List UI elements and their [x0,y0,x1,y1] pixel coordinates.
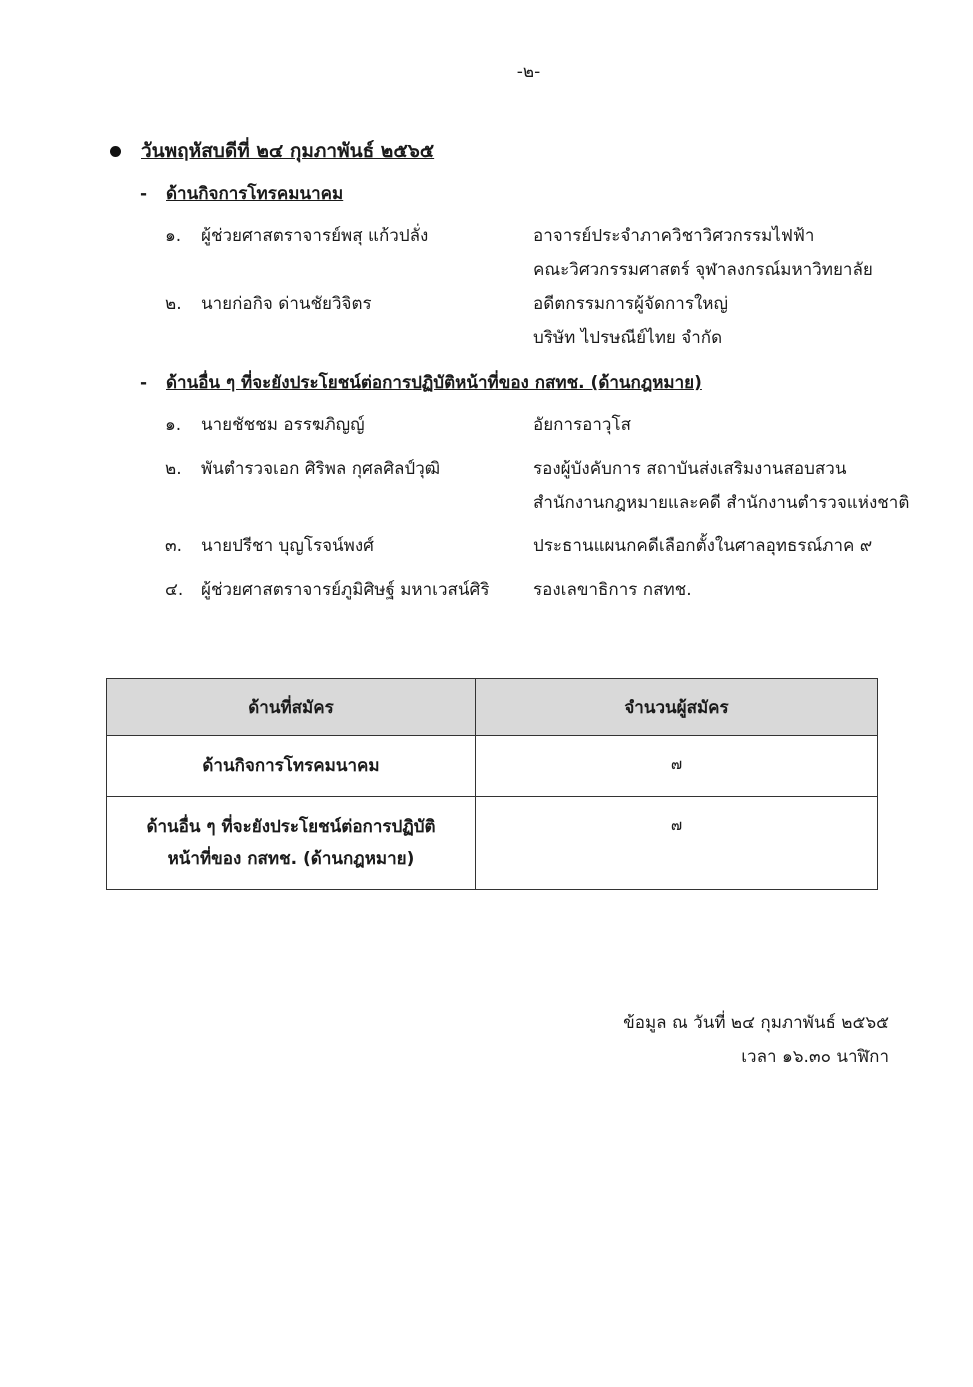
column-header-count: จำนวนผู้สมัคร [476,679,878,736]
member-name: นายชัชชม อรรฆภิญญ์ [201,415,365,435]
position-line: รองเลขาธิการ กสทช. [533,580,692,600]
member-number: ๒. [165,294,182,314]
position-line: บริษัท ไปรษณีย์ไทย จำกัด [533,328,723,348]
member-name: ผู้ช่วยศาสตราจารย์ภูมิศิษฐ์ มหาเวสน์ศิริ [201,580,490,600]
member-name: พันตำรวจเอก ศิริพล กุศลศิลป์วุฒิ [201,459,441,479]
table-row [107,797,878,890]
dash-icon: - [140,372,148,393]
member-number: ๒. [165,459,182,479]
position-line: อาจารย์ประจำภาควิชาวิศวกรรมไฟฟ้า [533,226,815,246]
category-line: ด้านอื่น ๆ ที่จะยังประโยชน์ต่อการปฏิบัติ [146,817,436,837]
member-number: ๓. [165,536,183,556]
section-title: ด้านอื่น ๆ ที่จะยังประโยชน์ต่อการปฏิบัติหน้าที่ของ กสทช. (ด้านกฎหมาย) [166,373,702,393]
member-name: นายก่อกิจ ด่านชัยวิจิตร [201,294,372,314]
applicants-summary-table [106,678,878,890]
bullet-icon [110,146,121,157]
member-number: ๑. [165,226,182,246]
page-number: -๒- [516,62,541,82]
position-line: อดีตกรรมการผู้จัดการใหญ่ [533,294,728,314]
table-row [107,736,878,797]
section-heading-law [140,369,702,396]
footer-timestamp [623,1006,889,1074]
member-name: ผู้ช่วยศาสตราจารย์พสุ แก้วปลั่ง [201,226,429,246]
dash-icon: - [140,183,148,204]
position-line: รองผู้บังคับการ สถาบันส่งเสริมงานสอบสวน [533,459,847,479]
member-number: ๑. [165,415,182,435]
member-position [533,408,631,442]
member-position [533,529,872,563]
position-line: สำนักงานกฎหมายและคดี สำนักงานตำรวจแห่งชาติ [533,493,910,513]
data-as-of-date: ข้อมูล ณ วันที่ ๒๔ กุมภาพันธ์ ๒๕๖๕ [623,1013,889,1033]
member-name: นายปรีชา บุญโรจน์พงศ์ [201,536,374,556]
category-cell: ด้านกิจการโทรคมนาคม [107,736,476,797]
table-header-row [107,679,878,736]
member-position [533,219,873,287]
date-heading-row [110,136,434,166]
position-line: ประธานแผนกคดีเลือกตั้งในศาลอุทธรณ์ภาค ๙ [533,536,873,556]
category-line: หน้าที่ของ กสทช. (ด้านกฎหมาย) [167,849,415,869]
position-line: อัยการอาวุโส [533,415,631,435]
count-cell: ๗ [476,797,878,890]
member-position [533,287,728,355]
column-header-category: ด้านที่สมัคร [107,679,476,736]
section-heading-telecom [140,180,343,207]
data-as-of-time: เวลา ๑๖.๓๐ นาฬิกา [741,1047,889,1067]
section-title: ด้านกิจการโทรคมนาคม [166,184,344,204]
member-position [533,452,909,520]
count-cell: ๗ [476,736,878,797]
position-line: คณะวิศวกรรมศาสตร์ จุฬาลงกรณ์มหาวิทยาลัย [533,260,873,280]
member-number: ๔. [165,580,184,600]
member-position [533,573,692,607]
category-cell [107,797,476,890]
date-heading: วันพฤหัสบดีที่ ๒๔ กุมภาพันธ์ ๒๕๖๕ [141,140,435,162]
